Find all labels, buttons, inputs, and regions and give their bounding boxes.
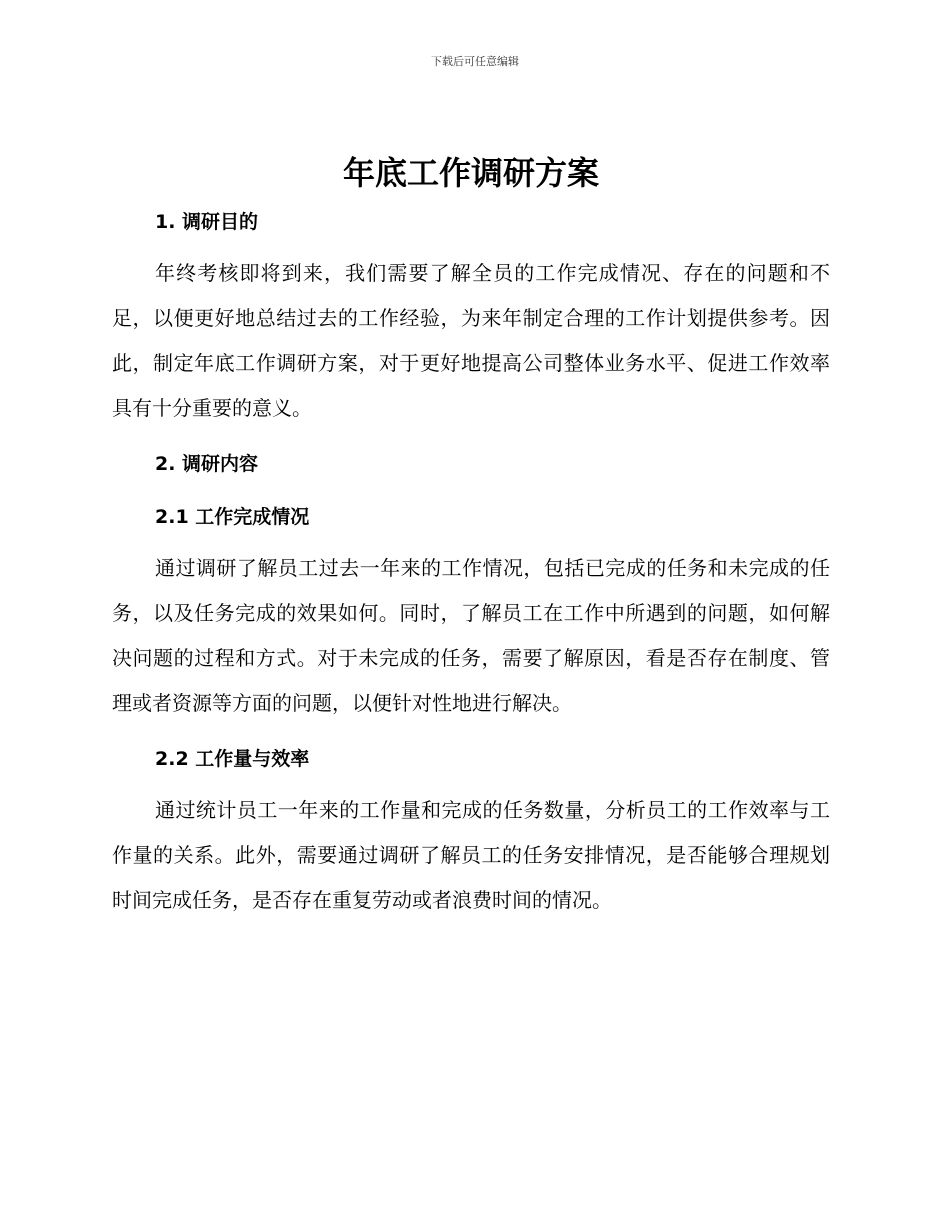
paragraph-work-completion: 通过调研了解员工过去一年来的工作情况，包括已完成的任务和未完成的任务，以及任务完成的效果如何。同时，了解员工在工作中所遇到的问题，如何解决问题的过程和方式。对于未完成的任务，需要了解原因，看是否存在制度、管理或者资源等方面的问题，以便针对性地进行解决。 xyxy=(112,556,830,715)
paragraph-workload-efficiency: 通过统计员工一年来的工作量和完成的任务数量，分析员工的工作效率与工作量的关系。此外，需要通过调研了解员工的任务安排情况，是否能够合理规划时间完成任务，是否存在重复劳动或者浪费时间的情况。 xyxy=(112,798,830,912)
section-heading-workload-efficiency: 2.2 工作量与效率 xyxy=(155,748,310,770)
header-note: 下载后可任意编辑 xyxy=(431,55,519,68)
document-body xyxy=(112,148,830,923)
section-heading-work-completion: 2.1 工作完成情况 xyxy=(155,506,310,528)
document-title: 年底工作调研方案 xyxy=(342,154,599,192)
section-heading-purpose: 1. 调研目的 xyxy=(155,211,259,233)
paragraph-purpose: 年终考核即将到来，我们需要了解全员的工作完成情况、存在的问题和不足，以便更好地总结过去的工作经验，为来年制定合理的工作计划提供参考。因此，制定年底工作调研方案，对于更好地提高公司整体业务水平、促进工作效率具有十分重要的意义。 xyxy=(112,261,830,420)
section-heading-content: 2. 调研内容 xyxy=(155,453,259,475)
